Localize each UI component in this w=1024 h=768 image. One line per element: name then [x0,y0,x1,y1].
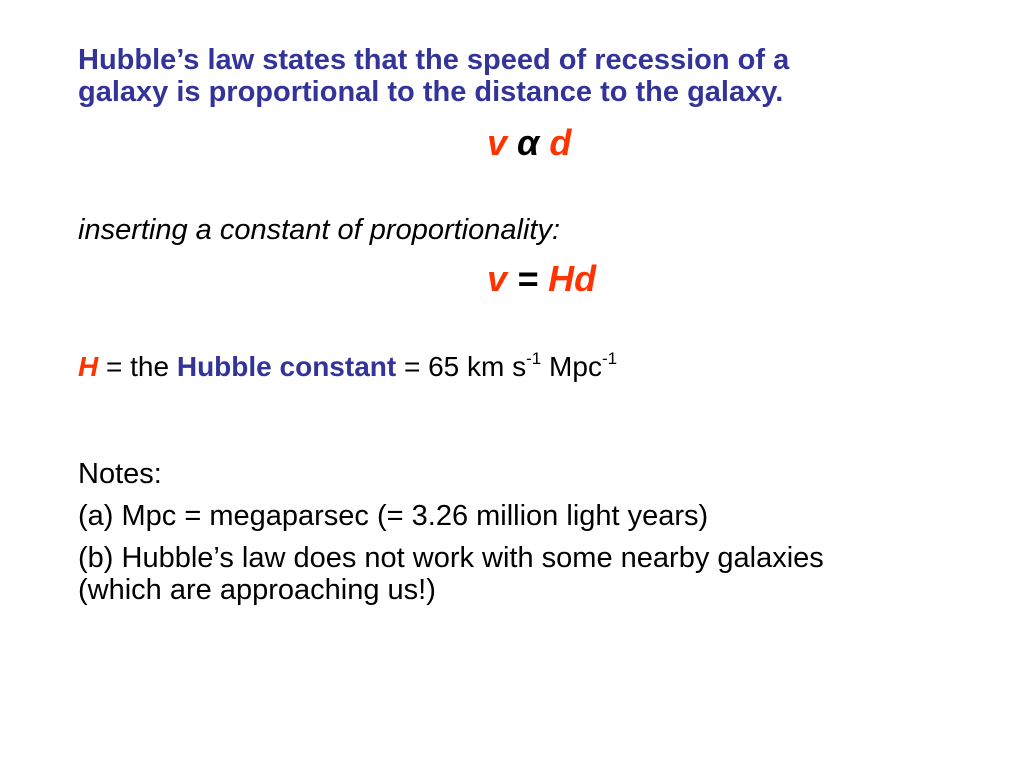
notes-title: Notes: [78,458,162,490]
slide-heading [78,44,978,108]
proportionality-formula [487,122,887,164]
note-b-line-1: (b) Hubble’s law does not work with some nearby galaxies [78,542,824,574]
inserting-constant-text: inserting a constant of proportionality: [78,214,560,246]
constant-equals-the: = the [98,351,177,382]
heading-line-2: galaxy is proportional to the distance to the galaxy. [78,76,784,108]
seconds-exponent: -1 [526,349,542,368]
hubble-constant-line [78,350,617,384]
mpc-exponent: -1 [601,349,618,368]
equation-equals: = [517,258,539,299]
hubble-law-equation [487,258,887,300]
note-a: (a) Mpc = megaparsec (= 3.26 million light years) [78,500,709,532]
note-b [78,542,988,606]
distance-symbol: d [549,122,572,163]
proportional-symbol: α [517,122,540,163]
heading-line-1: Hubble’s law states that the speed of recession of a [78,44,790,76]
constant-value-prefix: = 65 km s [396,351,527,382]
equation-hd: Hd [548,258,597,299]
note-b-line-2: (which are approaching us!) [78,574,436,606]
constant-name: Hubble constant [176,351,397,382]
constant-symbol: H [78,351,99,382]
equation-velocity: v [487,258,508,299]
constant-unit-mpc: Mpc [541,351,602,382]
velocity-symbol: v [487,122,508,163]
notes-section [78,458,988,616]
